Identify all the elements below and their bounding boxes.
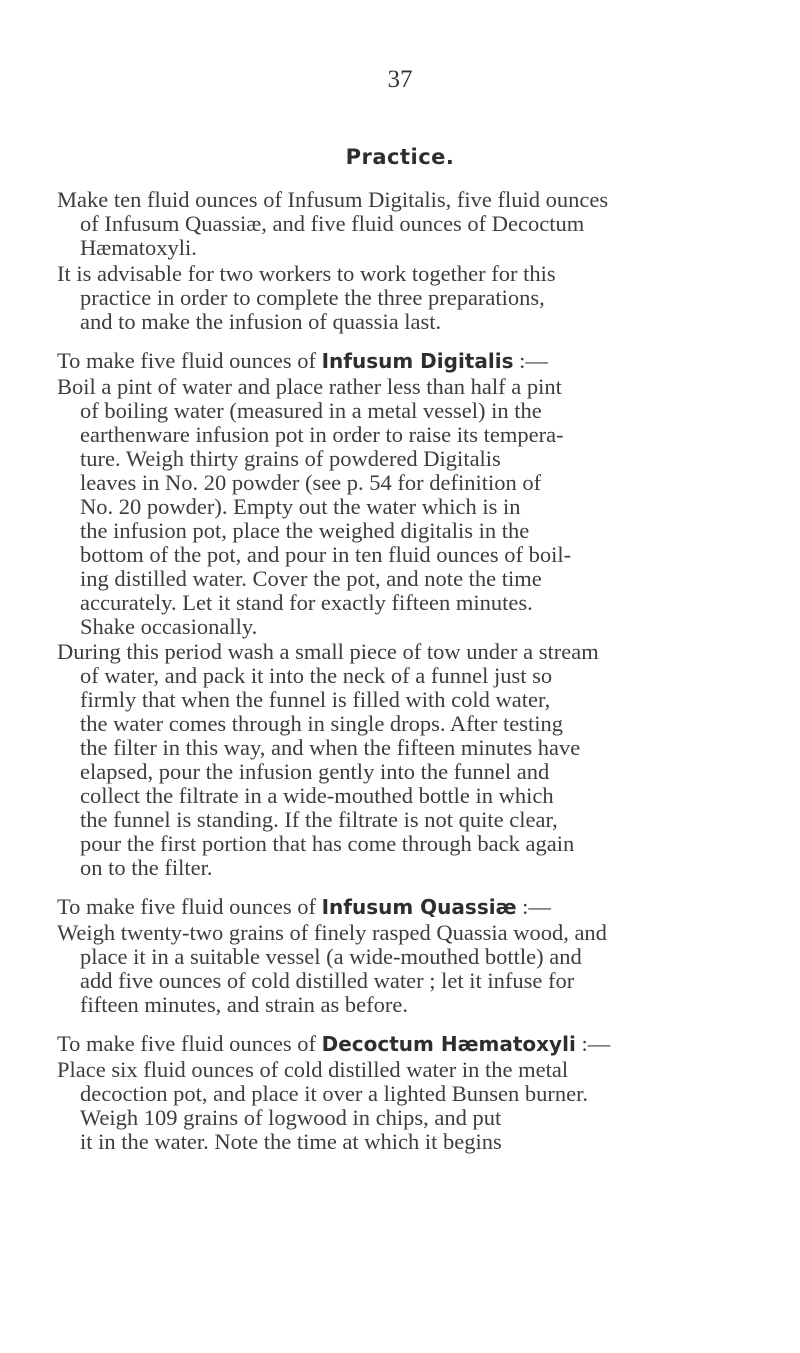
text-line: leaves in No. 20 powder (see p. 54 for definition of: [80, 470, 542, 495]
text-line: Place six fluid ounces of cold distilled water in the metal: [57, 1057, 569, 1082]
text-line: Hæmatoxyli.: [80, 235, 197, 260]
text-line: It is advisable for two workers to work together for this: [57, 261, 556, 286]
text-line: Shake occasionally.: [80, 614, 258, 639]
text-line: fifteen minutes, and strain as before.: [80, 992, 409, 1017]
text-line: collect the filtrate in a wide-mouthed bottle in which: [80, 783, 554, 808]
text-line: Make ten fluid ounces of Infusum Digitalis, five fluid ounces: [57, 187, 609, 212]
text-line: Weigh 109 grains of logwood in chips, and put: [80, 1105, 502, 1130]
text-line: ing distilled water. Cover the pot, and note the time: [80, 566, 542, 591]
section-intro-infusum-quassiae: [57, 894, 551, 920]
text-line: Weigh twenty-two grains of finely rasped Quassia wood, and: [57, 920, 607, 945]
preparation-name: Infusum Quassiæ: [321, 895, 517, 919]
intro-suffix: :—: [575, 1031, 611, 1056]
page-heading: Practice.: [345, 145, 455, 169]
text-line: the water comes through in single drops. After testing: [80, 711, 564, 736]
text-line: No. 20 powder). Empty out the water which is in: [80, 494, 521, 519]
text-line: ture. Weigh thirty grains of powdered Digitalis: [80, 446, 501, 471]
text-line: of boiling water (measured in a metal vessel) in the: [80, 398, 542, 423]
text-line: elapsed, pour the infusion gently into the funnel and: [80, 759, 550, 784]
text-line: Boil a pint of water and place rather less than half a pint: [57, 374, 562, 399]
intro-suffix: :—: [513, 348, 548, 373]
page-number: 37: [387, 66, 413, 93]
text-line: earthenware infusion pot in order to raise its tempera-: [80, 422, 564, 447]
preparation-name: Decoctum Hæmatoxyli: [321, 1032, 576, 1056]
text-line: accurately. Let it stand for exactly fifteen minutes.: [80, 590, 533, 615]
text-line: of Infusum Quassiæ, and five fluid ounces of Decoctum: [80, 211, 585, 236]
section-intro-decoctum-haematoxyli: [57, 1031, 610, 1057]
text-line: firmly that when the funnel is filled with cold water,: [80, 687, 551, 712]
intro-suffix: :—: [516, 894, 551, 919]
text-line: it in the water. Note the time at which it begins: [80, 1129, 502, 1154]
text-line: practice in order to complete the three preparations,: [80, 285, 545, 310]
preparation-name: Infusum Digitalis: [321, 349, 514, 373]
intro-text: To make five fluid ounces of: [57, 894, 322, 919]
text-line: the infusion pot, place the weighed digitalis in the: [80, 518, 530, 543]
text-line: of water, and pack it into the neck of a funnel just so: [80, 663, 553, 688]
text-line: the filter in this way, and when the fifteen minutes have: [80, 735, 581, 760]
section-intro-infusum-digitalis: [57, 348, 548, 374]
text-line: the funnel is standing. If the filtrate is not quite clear,: [80, 807, 558, 832]
text-line: pour the first portion that has come through back again: [80, 831, 575, 856]
text-line: During this period wash a small piece of tow under a stream: [57, 639, 599, 664]
intro-text: To make five fluid ounces of: [57, 348, 322, 373]
text-line: on to the filter.: [80, 855, 213, 880]
text-line: place it in a suitable vessel (a wide-mouthed bottle) and: [80, 944, 582, 969]
intro-text: To make five fluid ounces of: [57, 1031, 322, 1056]
text-line: and to make the infusion of quassia last.: [80, 309, 442, 334]
text-line: bottom of the pot, and pour in ten fluid ounces of boil-: [80, 542, 572, 567]
text-line: decoction pot, and place it over a lighted Bunsen burner.: [80, 1081, 588, 1106]
text-line: add five ounces of cold distilled water ; let it infuse for: [80, 968, 575, 993]
